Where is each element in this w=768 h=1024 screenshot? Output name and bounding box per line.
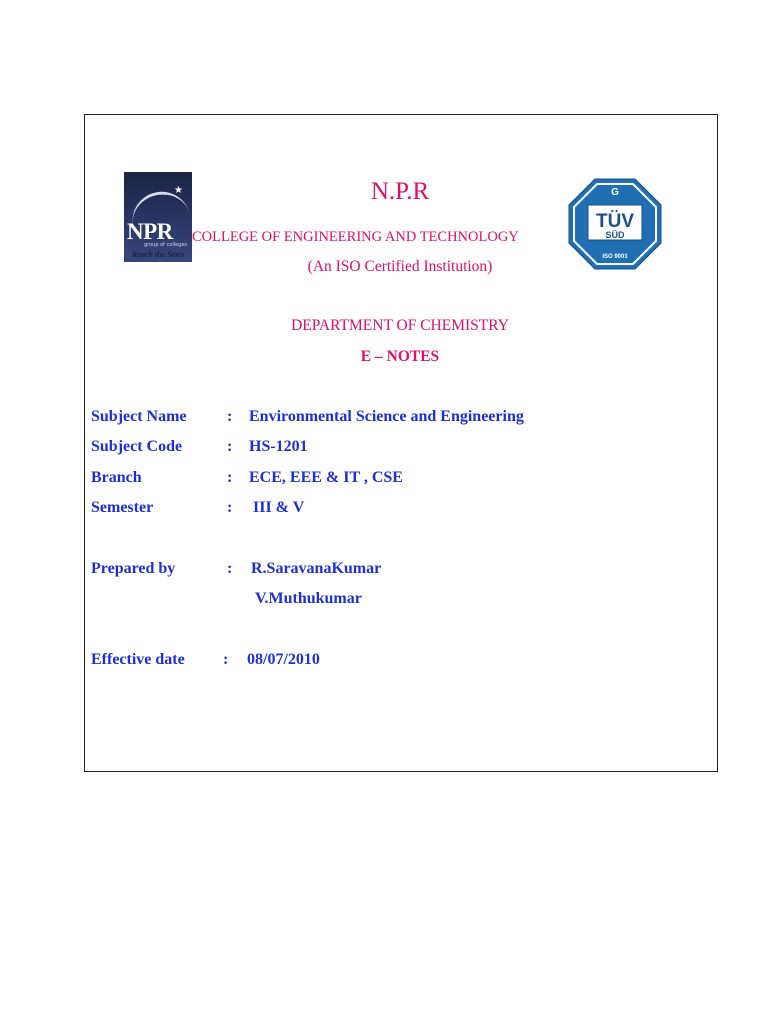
preparer-2: V.Muthukumar [255, 590, 362, 607]
effective-date-value: 08/07/2010 [247, 651, 320, 668]
branch-value: ECE, EEE & IT , CSE [249, 469, 403, 486]
npr-logo-mark: NPR [127, 219, 173, 244]
subject-code-label: Subject Code [91, 438, 183, 455]
effective-date-label: Effective date [91, 651, 185, 668]
npr-logo-subtitle: group of colleges [144, 242, 188, 248]
subject-name-label: Subject Name [91, 408, 187, 425]
tuv-cert: ISO 9001 [602, 254, 628, 260]
separator: : [227, 408, 233, 425]
preparer-1: R.SaravanaKumar [251, 560, 382, 577]
subject-name-value: Environmental Science and Engineering [249, 408, 524, 425]
prepared-by-label: Prepared by [91, 560, 176, 577]
iso-note: (An ISO Certified Institution) [307, 258, 493, 275]
college-name: COLLEGE OF ENGINEERING AND TECHNOLOGY [192, 229, 519, 245]
department-title: DEPARTMENT OF CHEMISTRY [291, 317, 509, 334]
semester-label: Semester [91, 499, 154, 516]
semester-value: III & V [253, 499, 305, 516]
separator: : [227, 469, 233, 486]
institution-abbrev: N.P.R [370, 178, 430, 205]
document-frame [84, 114, 718, 772]
separator: : [227, 438, 233, 455]
tuv-sub: SÜD [605, 230, 625, 240]
star-icon: ★ [174, 185, 183, 196]
npr-logo-tagline: Reach the Stars [131, 250, 184, 259]
separator: : [227, 560, 233, 577]
separator: : [227, 499, 233, 516]
branch-label: Branch [91, 469, 142, 486]
doc-type-title: E – NOTES [360, 348, 440, 365]
tuv-top-mark: G [611, 187, 619, 198]
separator: : [223, 651, 229, 668]
tuv-mark: TÜV [596, 211, 634, 232]
subject-code-value: HS-1201 [249, 438, 308, 455]
